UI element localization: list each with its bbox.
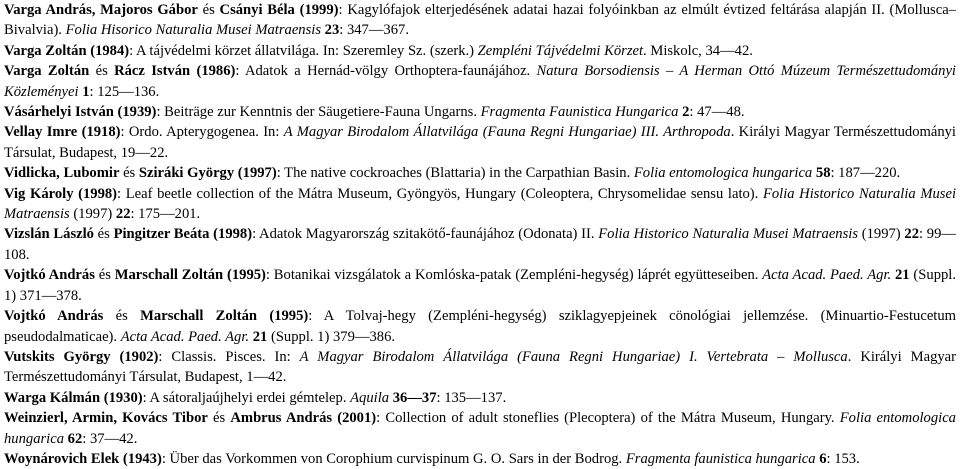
reference-bold-text: Rácz István (1986) — [114, 63, 236, 80]
reference-bold-text: Vellay Imre (1918) — [4, 124, 121, 141]
reference-bold-text: Vásárhelyi István (1939) — [4, 104, 157, 121]
reference-text: : Botanikai vizsgálatok a Komlóska-patak (Zempléni-hegység) láprét együtteseiben. — [265, 267, 763, 284]
reference-bold-text: Sziráki György (1997) — [138, 165, 277, 182]
reference-text: és — [89, 63, 115, 80]
reference-italic-text: Natura Borsodiensis – A Herman Ottó Múzeum Természettudományi Közleményei — [4, 63, 956, 100]
reference-bold-text: Vidlicka, Lubomir — [4, 165, 120, 182]
reference-text: : A tájvédelmi körzet állatvilága. In: Szeremley Sz. (szerk.) — [129, 42, 478, 59]
reference-entry — [4, 449, 956, 469]
reference-text: : 99—108. — [4, 226, 956, 263]
reference-text: és — [207, 410, 231, 427]
reference-italic-text: A Magyar Birodalom Állatvilága (Fauna Regni Hungariae) III. Arthropoda — [283, 124, 731, 141]
reference-italic-text: Zempléni Tájvédelmi Körzet — [477, 42, 644, 59]
reference-italic-text: Folia entomologica hungarica — [4, 410, 956, 447]
reference-text: és — [103, 308, 141, 325]
reference-text: (1997) — [858, 226, 905, 243]
reference-bold-text: Csányi Béla (1999) — [219, 2, 339, 18]
reference-entry — [4, 224, 956, 265]
reference-bold-text: Vig Károly (1998) — [4, 185, 118, 202]
reference-bold-text: Varga Zoltán — [4, 63, 90, 80]
reference-entry — [4, 122, 956, 163]
reference-text: (1997) — [69, 206, 116, 223]
reference-bold-text: Vizslán László — [4, 226, 94, 243]
reference-text: : 175—201. — [130, 206, 201, 223]
reference-bold-text: 62 — [67, 430, 83, 447]
reference-bold-text: Vojtkó András — [4, 308, 104, 325]
reference-bold-text: 22 — [115, 206, 131, 223]
reference-bold-text: Varga Zoltán (1984) — [4, 42, 130, 59]
reference-italic-text: Acta Acad. Paed. Agr. — [762, 267, 892, 284]
reference-italic-text: Acta Acad. Paed. Agr. — [120, 328, 250, 345]
reference-text: : Classis. Pisces. In: — [158, 348, 300, 365]
reference-text: . Királyi Magyar Természettudományi Társulat, Budapest, 1—42. — [4, 348, 956, 386]
reference-bold-text: Woynárovich Elek (1943) — [4, 450, 162, 467]
reference-text: : 347—367. — [339, 22, 409, 39]
reference-text: : 125—136. — [89, 83, 160, 100]
reference-bold-text: 21 — [252, 328, 268, 345]
reference-entry — [4, 184, 956, 225]
reference-entry — [4, 61, 956, 102]
reference-entry — [4, 347, 956, 388]
reference-entry — [4, 102, 956, 122]
reference-entry — [4, 388, 956, 408]
reference-text: : Collection of adult stoneflies (Plecoptera) of the Mátra Museum, Hungary. — [376, 410, 840, 427]
reference-text: : 47—48. — [689, 104, 745, 121]
reference-bold-text: Weinzierl, Armin, Kovács Tibor — [4, 410, 208, 427]
reference-bold-text: 22 — [904, 226, 919, 243]
reference-entry — [4, 163, 956, 183]
reference-text: : Beiträge zur Kenntnis der Säugetiere-Fauna Ungarns. — [156, 104, 481, 121]
reference-italic-text: Folia Historico Naturalia Musei Matraensis — [4, 185, 956, 223]
reference-entry — [4, 41, 956, 61]
reference-italic-text: Fragmenta Faunistica Hungarica — [480, 104, 679, 121]
reference-text: : The native cockroaches (Blattaria) in the Carpathian Basin. — [276, 165, 634, 182]
reference-text: : Leaf beetle collection of the Mátra Museum, Gyöngyös, Hungary (Coleoptera, Chrysomelidae sensu lato). — [117, 185, 763, 202]
reference-entry — [4, 0, 956, 41]
reference-bold-text: Varga András, Majoros Gábor — [4, 2, 198, 18]
reference-text: és — [197, 2, 220, 18]
reference-text: : Kagylófajok elterjedésének adatai hazai folyóinkban az elmúlt évtized feltárása alapján II. (Mollusca–Bivalvia). — [4, 2, 956, 39]
reference-bold-text: 36—37 — [392, 389, 437, 406]
reference-text: : 37—42. — [82, 430, 138, 447]
reference-entry — [4, 265, 956, 306]
reference-bold-text: 23 — [324, 22, 340, 39]
reference-bold-text: Ambrus András (2001) — [230, 410, 377, 427]
reference-italic-text: Folia Hisorico Naturalia Musei Matraensis — [65, 22, 321, 39]
reference-bold-text: 1 — [82, 83, 90, 100]
reference-text: és — [93, 226, 114, 243]
reference-entry — [4, 408, 956, 449]
reference-bold-text: Marschall Zoltán (1995) — [140, 308, 309, 325]
reference-italic-text: A Magyar Birodalom Állatvilága (Fauna Regni Hungariae) I. Vertebrata – Mollusca — [299, 348, 848, 365]
reference-bold-text: Marschall Zoltán (1995) — [114, 267, 266, 284]
reference-text: : Über das Vorkommen von Corophium curvispinum G. O. Sars in der Bodrog. — [161, 450, 626, 467]
reference-bold-text: 21 — [895, 267, 910, 284]
reference-italic-text: Folia Historico Naturalia Musei Matraensis — [598, 226, 859, 243]
reference-bold-text: 6 — [819, 450, 827, 467]
reference-bold-text: Warga Kálmán (1930) — [4, 389, 143, 406]
reference-text: . Miskolc, 34—42. — [643, 42, 753, 59]
reference-bold-text: 2 — [682, 104, 690, 121]
reference-text: : Adatok a Hernád-völgy Orthoptera-faunájához. — [235, 63, 537, 80]
reference-text: és — [119, 165, 139, 182]
reference-italic-text: Folia entomologica hungarica — [633, 165, 813, 182]
reference-bold-text: Vutskits György (1902) — [4, 348, 159, 365]
reference-text: : Adatok Magyarország szitakötő-faunájához (Odonata) II. — [252, 226, 599, 243]
reference-bold-text: Vojtkó András — [4, 267, 95, 284]
reference-bold-text: Pingitzer Beáta (1998) — [113, 226, 253, 243]
reference-text: : Ordo. Apterygogenea. In: — [120, 124, 284, 141]
reference-text: : 153. — [826, 450, 860, 467]
reference-italic-text: Aquila — [350, 389, 390, 406]
reference-entry — [4, 306, 956, 347]
reference-text: : 187—220. — [830, 165, 901, 182]
reference-italic-text: Fragmenta faunistica hungarica — [625, 450, 816, 467]
reference-text: . Királyi Magyar Természettudományi Társulat, Budapest, 19—22. — [4, 124, 956, 161]
reference-text: : A Tolvaj-hegy (Zempléni-hegység) sziklagyepjeinek cönológiai jellemzése. (Minuartio-Festucetum pseudodalmaticae). — [4, 308, 956, 345]
reference-text: : A sátoraljaújhelyi erdei gémtelep. — [142, 389, 351, 406]
reference-text: (Suppl. 1) 379—386. — [267, 328, 396, 345]
reference-bold-text: 58 — [815, 165, 831, 182]
reference-text: (Suppl. 1) 371—378. — [4, 267, 957, 304]
reference-text: és — [94, 267, 115, 284]
reference-text: : 135—137. — [436, 389, 507, 406]
